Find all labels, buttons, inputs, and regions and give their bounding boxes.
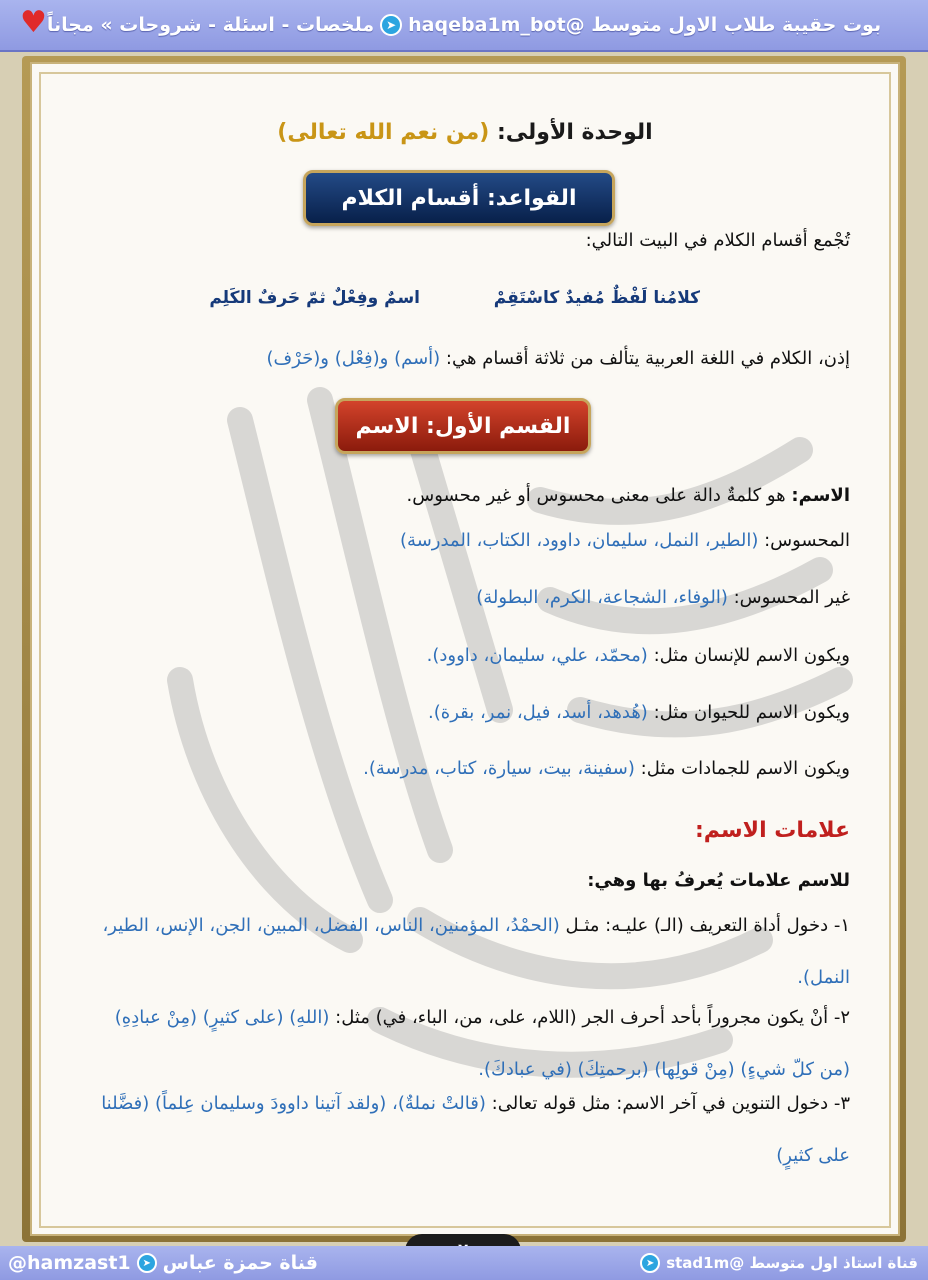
example-values: (هُدهد، أسد، فيل، نمر، بقرة). xyxy=(428,702,648,723)
telegram-icon: ➤ xyxy=(640,1253,660,1273)
example-line xyxy=(428,702,850,723)
unit-heading xyxy=(40,120,890,145)
summary-line xyxy=(267,348,850,369)
bot-promo-text[interactable]: بوت حقيبة طلاب الاول متوسط @haqeba1m_bot xyxy=(408,14,882,36)
sign-values: (اللهِ) (على كثيرٍ) (مِنْ عبادِهِ) (من كلّ شيءٍ) (مِنْ قولِها) (برحمتِكَ) (في عبادكَ). xyxy=(114,1007,850,1080)
signs-subheading: للاسم علامات يُعرفُ بها وهي: xyxy=(587,870,850,891)
verse-second-half: اسمٌ وفِعْلٌ ثمّ حَرفٌ الكَلِم xyxy=(209,288,420,308)
signs-heading: علامات الاسم: xyxy=(695,818,850,843)
unit-title: (من نعم الله تعالى) xyxy=(277,120,490,145)
bottom-banner xyxy=(0,1246,928,1280)
example-line xyxy=(400,530,850,551)
example-values: (الطير، النمل، سليمان، داوود، الكتاب، المدرسة) xyxy=(400,530,759,551)
section-badge: القسم الأول: الاسم xyxy=(335,398,591,454)
example-values: (محمّد، علي، سليمان، داوود). xyxy=(426,645,648,666)
teacher-channel-link[interactable] xyxy=(640,1249,918,1277)
example-label: غير المحسوس: xyxy=(733,587,850,608)
example-label: ويكون الاسم للإنسان مثل: xyxy=(653,645,850,666)
verse-first-half: كلامُنا لَفْظٌ مُفيدٌ كاسْتَقِمْ xyxy=(493,288,700,308)
example-label: المحسوس: xyxy=(764,530,850,551)
example-line xyxy=(427,645,850,666)
sign-lead: ٣- دخول التنوين في آخر الاسم: مثل قوله تعالى: xyxy=(491,1093,850,1114)
channel-label: قناة حمزة عباس xyxy=(162,1252,318,1274)
sign-item xyxy=(80,1078,850,1182)
summary-text: إذن، الكلام في اللغة العربية يتألف من ثلاثة أقسام هي: xyxy=(445,348,850,369)
example-values: (سفينة، بيت، سيارة، كتاب، مدرسة). xyxy=(363,758,635,779)
intro-text: تُجْمع أقسام الكلام في البيت التالي: xyxy=(585,230,850,251)
example-label: ويكون الاسم للحيوان مثل: xyxy=(653,702,850,723)
heart-icon: ♥ xyxy=(20,5,47,40)
example-line xyxy=(476,587,850,608)
top-banner xyxy=(0,0,928,52)
telegram-icon: ➤ xyxy=(137,1253,157,1273)
channel-text: قناة استاذ اول متوسط @stad1m xyxy=(666,1254,918,1272)
telegram-icon: ➤ xyxy=(380,14,402,36)
sign-lead: ١- دخول أداة التعريف (الـ) عليـه: مثـل xyxy=(565,915,850,936)
example-line xyxy=(363,758,850,779)
banner-tagline: ملخصات - اسئلة - شروحات » مجاناً xyxy=(46,14,375,36)
rules-badge: القواعد: أقسام الكلام xyxy=(303,170,615,226)
sign-lead: ٢- أنْ يكون مجروراً بأحد أحرف الجر (اللام، على، من، الباء، في) مثل: xyxy=(335,1007,850,1028)
channel-handle: @hamzast1 xyxy=(8,1252,131,1274)
summary-parts: (أسم) و(فِعْل) و(حَرْف) xyxy=(266,348,441,369)
example-values: (الوفاء، الشجاعة، الكرم، البطولة) xyxy=(476,587,728,608)
unit-label: الوحدة الأولى: xyxy=(496,120,653,145)
sign-item xyxy=(80,900,850,1004)
sign-values: (قالتْ نملةٌ)، (ولقد آتينا داوودَ وسليمان عِلماً) (فضَّلنا على كثيرٍ) xyxy=(101,1093,850,1166)
example-label: ويكون الاسم للجمادات مثل: xyxy=(640,758,850,779)
definition-text: هو كلمةٌ دالة على معنى محسوس أو غير محسوس. xyxy=(406,485,786,506)
definition-line xyxy=(407,485,850,506)
hamza-channel-link[interactable] xyxy=(8,1249,318,1277)
definition-term: الاسم: xyxy=(791,485,850,506)
sign-values: (الحمْدُ، المؤمنين، الناس، الفضل، المبين، الجن، الإنس، الطير، النمل). xyxy=(102,915,850,988)
